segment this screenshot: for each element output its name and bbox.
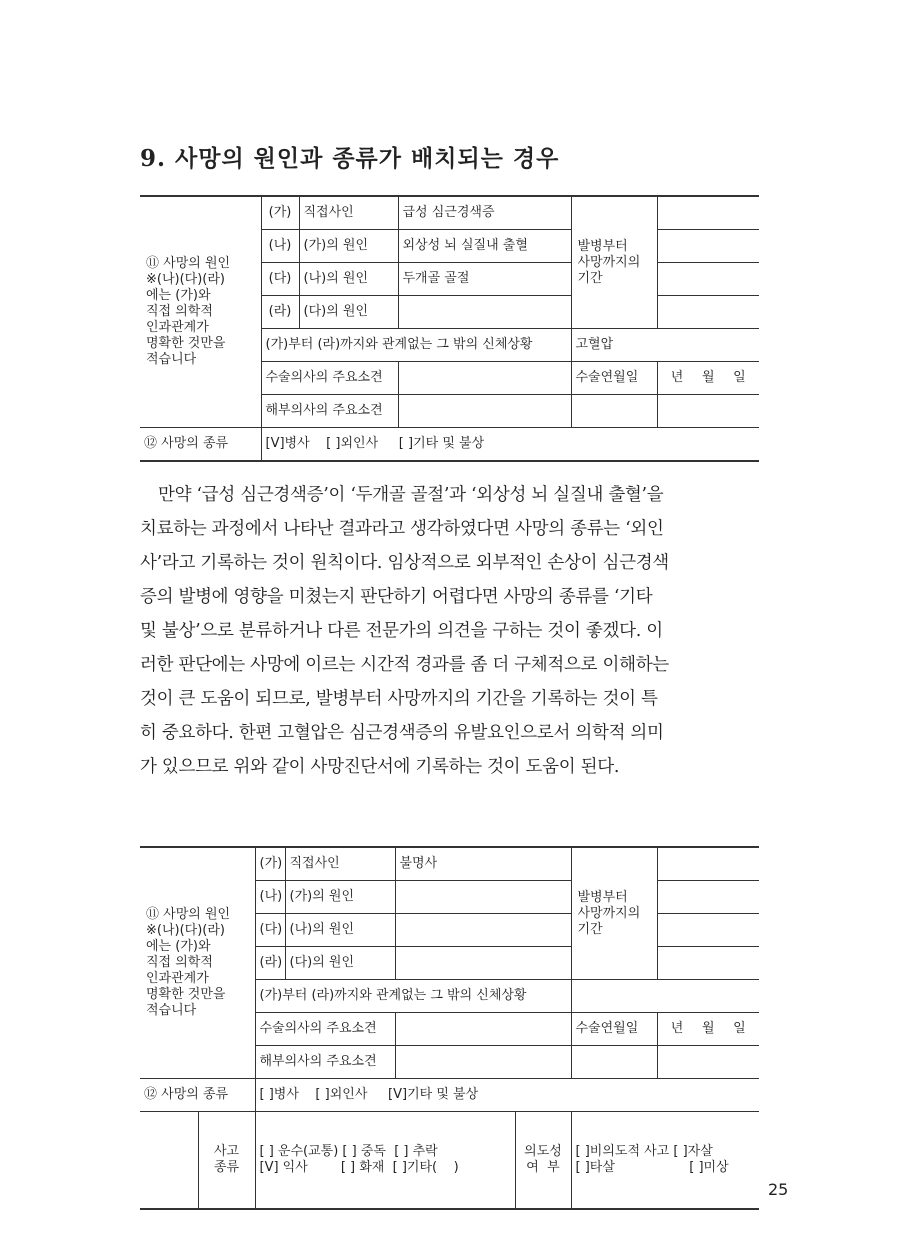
surgery-date-label: 수술연월일 [571,362,657,395]
row-desc: (나)의 원인 [285,914,395,947]
intent-options[interactable]: [ ]비의도적 사고 [ ]자살 [ ]타살 [ ]미상 [571,1112,759,1210]
row-desc: (나)의 원인 [299,263,398,296]
duration-value[interactable] [657,947,759,980]
kind-options[interactable]: [V]병사 [ ]외인사 [ ]기타 및 불상 [261,428,759,462]
row-value[interactable] [395,914,571,947]
duration-value[interactable] [657,914,759,947]
page-number: 25 [768,1180,789,1199]
surgeon-value[interactable] [398,362,571,395]
duration-value[interactable] [657,230,759,263]
row-mark: (다) [255,914,285,947]
autopsy-label: 해부의사의 주요소견 [261,395,398,428]
autopsy-extra [657,1046,759,1079]
accident-blank [140,1112,198,1210]
other-conditions-label: (가)부터 (라)까지와 관계없는 그 밖의 신체상황 [255,980,571,1013]
autopsy-value[interactable] [398,395,571,428]
surgeon-label: 수술의사의 주요소견 [261,362,398,395]
autopsy-value[interactable] [395,1046,571,1079]
surgeon-value[interactable] [395,1013,571,1046]
duration-value[interactable] [657,847,759,881]
row-value[interactable]: 불명사 [395,847,571,881]
cause-label: ⑪ 사망의 원인 ※(나)(다)(라) 에는 (가)와 직접 의학적 인과관계가 명확한 것만을 적습니다 [140,196,261,428]
death-cause-form-1 [140,195,759,462]
row-value[interactable]: 두개골 골절 [398,263,571,296]
autopsy-extra [571,395,657,428]
surgery-date-value[interactable]: 년 월 일 [657,1013,759,1046]
kind-options[interactable]: [ ]병사 [ ]외인사 [V]기타 및 불상 [255,1079,759,1112]
row-mark: (나) [261,230,299,263]
autopsy-extra [571,1046,657,1079]
row-mark: (가) [261,196,299,230]
duration-value[interactable] [657,196,759,230]
surgery-date-label: 수술연월일 [571,1013,657,1046]
row-desc: (다)의 원인 [299,296,398,329]
row-mark: (나) [255,881,285,914]
kind-label: ⑫ 사망의 종류 [140,1079,255,1112]
autopsy-label: 해부의사의 주요소견 [255,1046,395,1079]
autopsy-extra [657,395,759,428]
accident-type-options[interactable]: [ ] 운수(교통) [ ] 중독 [ ] 추락 [V] 익사 [ ] 화재 [ ]기타( ) [255,1112,515,1210]
other-conditions-value[interactable]: 고혈압 [571,329,759,362]
row-desc: (가)의 원인 [285,881,395,914]
row-value[interactable]: 외상성 뇌 실질내 출혈 [398,230,571,263]
row-desc: 직접사인 [299,196,398,230]
explanation-paragraph: 만약 ‘급성 심근경색증’이 ‘두개골 골절’과 ‘외상성 뇌 실질내 출혈’을 치료하는 과정에서 나타난 결과라고 생각하였다면 사망의 종류는 ‘외인 사’라고 기록하는 것이 원칙이다. 임상적으로 외부적인 손상이 심근경색 증의 발병에 영향을 미쳤는지 판단하기 어렵다면 사망의 종류를 ‘기타 및 불상’으로 분류하거나 다른 전문가의 의견을 구하는 것이 좋겠다. 이 러한 판단에는 사망에 이르는 시간적 경과를 좀 더 구체적으로 이해하는 것이 큰 도움이 되므로, 발병부터 사망까지의 기간을 기록하는 것이 특 히 중요하다. 한편 고혈압은 심근경색증의 유발요인으로서 의학적 의미 가 있으므로 위와 같이 사망진단서에 기록하는 것이 도움이 된다. [140,485,669,777]
cause-label: ⑪ 사망의 원인 ※(나)(다)(라) 에는 (가)와 직접 의학적 인과관계가 명확한 것만을 적습니다 [140,847,255,1079]
duration-value[interactable] [657,881,759,914]
surgeon-label: 수술의사의 주요소견 [255,1013,395,1046]
surgery-date-value[interactable]: 년 월 일 [657,362,759,395]
duration-value[interactable] [657,296,759,329]
row-mark: (다) [261,263,299,296]
row-desc: (다)의 원인 [285,947,395,980]
row-value[interactable]: 급성 심근경색증 [398,196,571,230]
row-value[interactable] [395,947,571,980]
other-conditions-value[interactable] [571,980,759,1013]
kind-label: ⑫ 사망의 종류 [140,428,261,462]
other-conditions-label: (가)부터 (라)까지와 관계없는 그 밖의 신체상황 [261,329,571,362]
duration-value[interactable] [657,263,759,296]
duration-label: 발병부터 사망까지의 기간 [571,847,657,980]
row-mark: (라) [261,296,299,329]
accident-type-label: 사고 종류 [198,1112,255,1210]
row-desc: (가)의 원인 [299,230,398,263]
row-desc: 직접사인 [285,847,395,881]
row-mark: (라) [255,947,285,980]
duration-label: 발병부터 사망까지의 기간 [571,196,657,329]
section-title: 9. 사망의 원인과 종류가 배치되는 경우 [140,145,560,172]
row-value[interactable] [395,881,571,914]
row-value[interactable] [398,296,571,329]
death-cause-form-2 [140,846,759,1210]
row-mark: (가) [255,847,285,881]
intent-label: 의도성 여 부 [515,1112,571,1210]
